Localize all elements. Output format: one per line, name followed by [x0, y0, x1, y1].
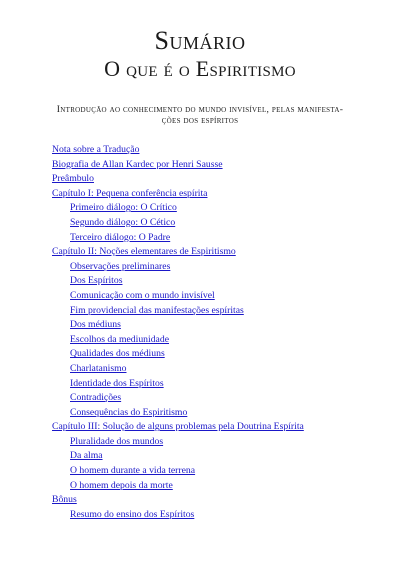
toc-subentry — [0, 333, 400, 348]
toc-subentry — [0, 347, 400, 362]
toc-subentry — [0, 274, 400, 289]
toc-entry — [0, 172, 400, 187]
toc-link[interactable]: Fim providencial das manifestações espíritas — [70, 304, 244, 316]
toc-link[interactable]: Da alma — [70, 450, 103, 462]
toc-link[interactable]: Escolhos da mediunidade — [70, 333, 170, 345]
toc-link[interactable]: Dos Espíritos — [70, 275, 123, 287]
toc-subentry — [0, 508, 400, 523]
toc-link[interactable]: Charlatanismo — [70, 362, 127, 374]
toc-subentry — [0, 464, 400, 479]
toc-link[interactable]: Segundo diálogo: O Cético — [70, 216, 176, 228]
toc-subentry — [0, 216, 400, 231]
toc-link[interactable]: Contradições — [70, 392, 122, 404]
document-heading — [0, 0, 400, 126]
table-of-contents — [0, 143, 400, 522]
book-title: O que é o Espiritismo — [104, 56, 296, 81]
toc-link[interactable]: Comunicação com o mundo invisível — [70, 289, 215, 301]
toc-link[interactable]: Observações preliminares — [70, 260, 171, 272]
toc-subentry — [0, 449, 400, 464]
toc-link[interactable]: Terceiro diálogo: O Padre — [70, 231, 171, 243]
toc-link[interactable]: Resumo do ensino dos Espíritos — [70, 508, 195, 520]
toc-entry — [0, 143, 400, 158]
toc-link[interactable]: Pluralidade dos mundos — [70, 435, 164, 447]
toc-subentry — [0, 435, 400, 450]
toc-link[interactable]: Dos médiuns — [70, 319, 121, 331]
toc-entry — [0, 493, 400, 508]
toc-subentry — [0, 479, 400, 494]
toc-subentry — [0, 318, 400, 333]
toc-entry — [0, 158, 400, 173]
toc-entry — [0, 420, 400, 435]
toc-link[interactable]: Bônus — [52, 494, 77, 506]
toc-link[interactable]: O homem durante a vida terrena — [70, 465, 196, 477]
toc-subentry — [0, 289, 400, 304]
toc-link[interactable]: Capítulo II: Noções elementares de Espiritismo — [52, 246, 236, 258]
toc-link[interactable]: Consequências do Espiritismo — [70, 406, 188, 418]
toc-link[interactable]: Qualidades dos médiuns — [70, 348, 165, 360]
toc-link[interactable]: Capítulo III: Solução de alguns problemas pela Doutrina Espírita — [52, 421, 304, 433]
toc-link[interactable]: O homem depois da morte — [70, 479, 173, 491]
toc-link[interactable]: Biografia de Allan Kardec por Henri Sausse — [52, 158, 223, 170]
toc-subentry — [0, 362, 400, 377]
book-subtitle: Introdução ao conhecimento do mundo invisível, pelas manifesta- ções dos espíritos — [56, 104, 344, 126]
toc-link[interactable]: Capítulo I: Pequena conferência espírita — [52, 187, 208, 199]
toc-subentry — [0, 406, 400, 421]
toc-entry — [0, 245, 400, 260]
toc-subentry — [0, 304, 400, 319]
toc-link[interactable]: Identidade dos Espíritos — [70, 377, 164, 389]
toc-subentry — [0, 201, 400, 216]
toc-subentry — [0, 391, 400, 406]
toc-link[interactable]: Primeiro diálogo: O Crítico — [70, 202, 177, 214]
toc-link[interactable]: Preâmbulo — [52, 173, 94, 185]
toc-subentry — [0, 260, 400, 275]
toc-subentry — [0, 377, 400, 392]
page-title: Sumário — [154, 26, 246, 55]
toc-link[interactable]: Nota sobre a Tradução — [52, 144, 140, 155]
toc-subentry — [0, 231, 400, 246]
toc-entry — [0, 187, 400, 202]
